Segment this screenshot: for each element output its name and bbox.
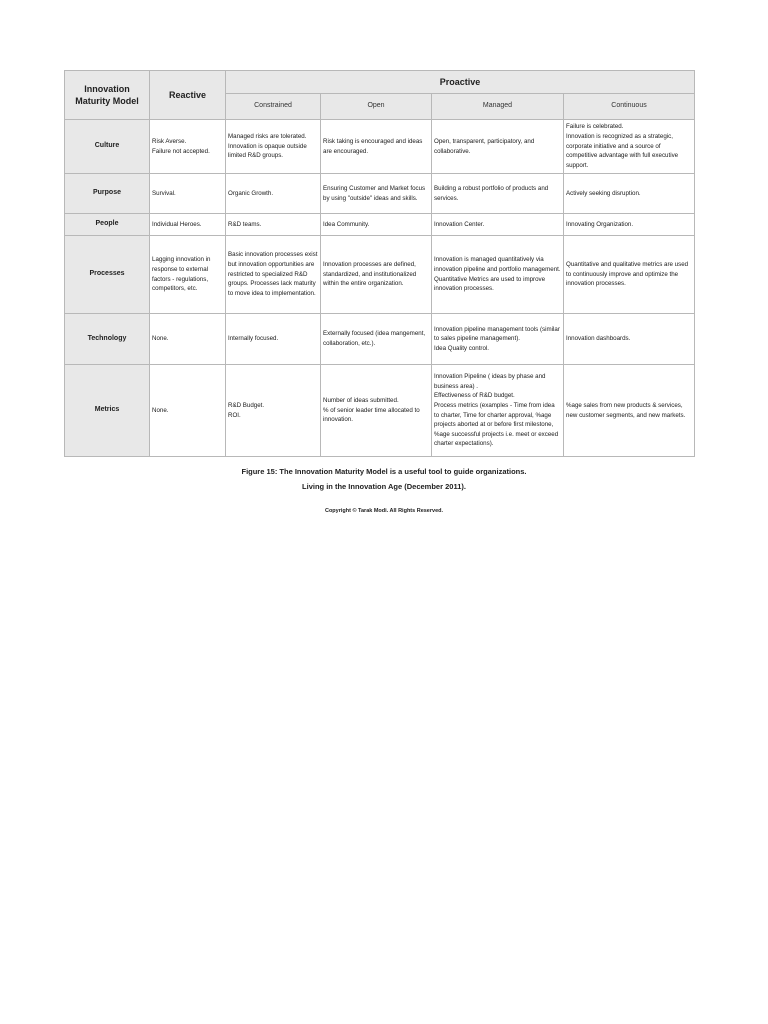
continuous-header: Continuous [564, 94, 695, 120]
table-cell: None. [150, 365, 226, 457]
table-cell: Number of ideas submitted. % of senior leader time allocated to innovation. [321, 365, 432, 457]
row-label-purpose: Purpose [65, 174, 150, 214]
row-label-metrics: Metrics [65, 365, 150, 457]
table-cell: Organic Growth. [226, 174, 321, 214]
table-cell: Open, transparent, participatory, and collaborative. [432, 120, 564, 174]
figure-caption: Figure 15: The Innovation Maturity Model is a useful tool to guide organizations. [241, 467, 527, 476]
managed-header: Managed [432, 94, 564, 120]
table-cell: %age sales from new products & services, new customer segments, and new markets. [564, 365, 695, 457]
table-cell: R&D teams. [226, 214, 321, 236]
table-row [65, 365, 695, 457]
table-cell: Lagging innovation in response to external factors - regulations, competitors, etc. [150, 236, 226, 314]
table-cell: Ensuring Customer and Market focus by using "outside" ideas and skills. [321, 174, 432, 214]
table-row [65, 236, 695, 314]
constrained-header: Constrained [226, 94, 321, 120]
table-cell: Innovation processes are defined, standardized, and institutionalized within the entire organization. [321, 236, 432, 314]
table-cell: Innovation Center. [432, 214, 564, 236]
table-row [65, 314, 695, 365]
copyright-notice: Copyright © Tarak Modi. All Rights Reserved. [324, 508, 444, 514]
table-cell: Idea Community. [321, 214, 432, 236]
innovation-maturity-table [64, 70, 695, 457]
table-cell: Innovation pipeline management tools (similar to sales pipeline management). Idea Quality control. [432, 314, 564, 365]
table-cell: None. [150, 314, 226, 365]
corner-header: Innovation Maturity Model [65, 71, 150, 120]
table-cell: Innovation Pipeline ( ideas by phase and business area) . Effectiveness of R&D budget. Process metrics (examples - Time from idea to charter, Time for charter approval, %age projects aborted at or before first milestone, %age successful projects i.e. meet or exceed charter expectations). [432, 365, 564, 457]
table-cell: Innovating Organization. [564, 214, 695, 236]
table-row [65, 174, 695, 214]
table-cell: R&D Budget. ROI. [226, 365, 321, 457]
proactive-header: Proactive [226, 71, 695, 94]
table-cell: Innovation dashboards. [564, 314, 695, 365]
row-label-people: People [65, 214, 150, 236]
table-cell: Managed risks are tolerated. Innovation is opaque outside limited R&D groups. [226, 120, 321, 174]
table-row [65, 120, 695, 174]
table-cell: Externally focused (idea mangement, collaboration, etc.). [321, 314, 432, 365]
row-label-culture: Culture [65, 120, 150, 174]
table-cell: Basic innovation processes exist but innovation opportunities are restricted to specialized R&D groups. Processes lack maturity to move idea to implementation. [226, 236, 321, 314]
table-cell: Building a robust portfolio of products and services. [432, 174, 564, 214]
figure-source: Living in the Innovation Age (December 2011). [302, 482, 466, 491]
table-cell: Quantitative and qualitative metrics are used to continuously improve and optimize the innovation processes. [564, 236, 695, 314]
table-cell: Failure is celebrated. Innovation is recognized as a strategic, corporate initiative and a source of competitive advantage with full executive support. [564, 120, 695, 174]
table-row [65, 214, 695, 236]
table-cell: Risk taking is encouraged and ideas are encouraged. [321, 120, 432, 174]
table-cell: Survival. [150, 174, 226, 214]
table-cell: Internally focused. [226, 314, 321, 365]
table-cell: Individual Heroes. [150, 214, 226, 236]
table-cell: Innovation is managed quantitatively via innovation pipeline and portfolio management. Quantitative Metrics are used to improve innovation processes. [432, 236, 564, 314]
row-label-processes: Processes [65, 236, 150, 314]
row-label-technology: Technology [65, 314, 150, 365]
reactive-header: Reactive [150, 71, 226, 120]
open-header: Open [321, 94, 432, 120]
table-cell: Risk Averse. Failure not accepted. [150, 120, 226, 174]
table-cell: Actively seeking disruption. [564, 174, 695, 214]
